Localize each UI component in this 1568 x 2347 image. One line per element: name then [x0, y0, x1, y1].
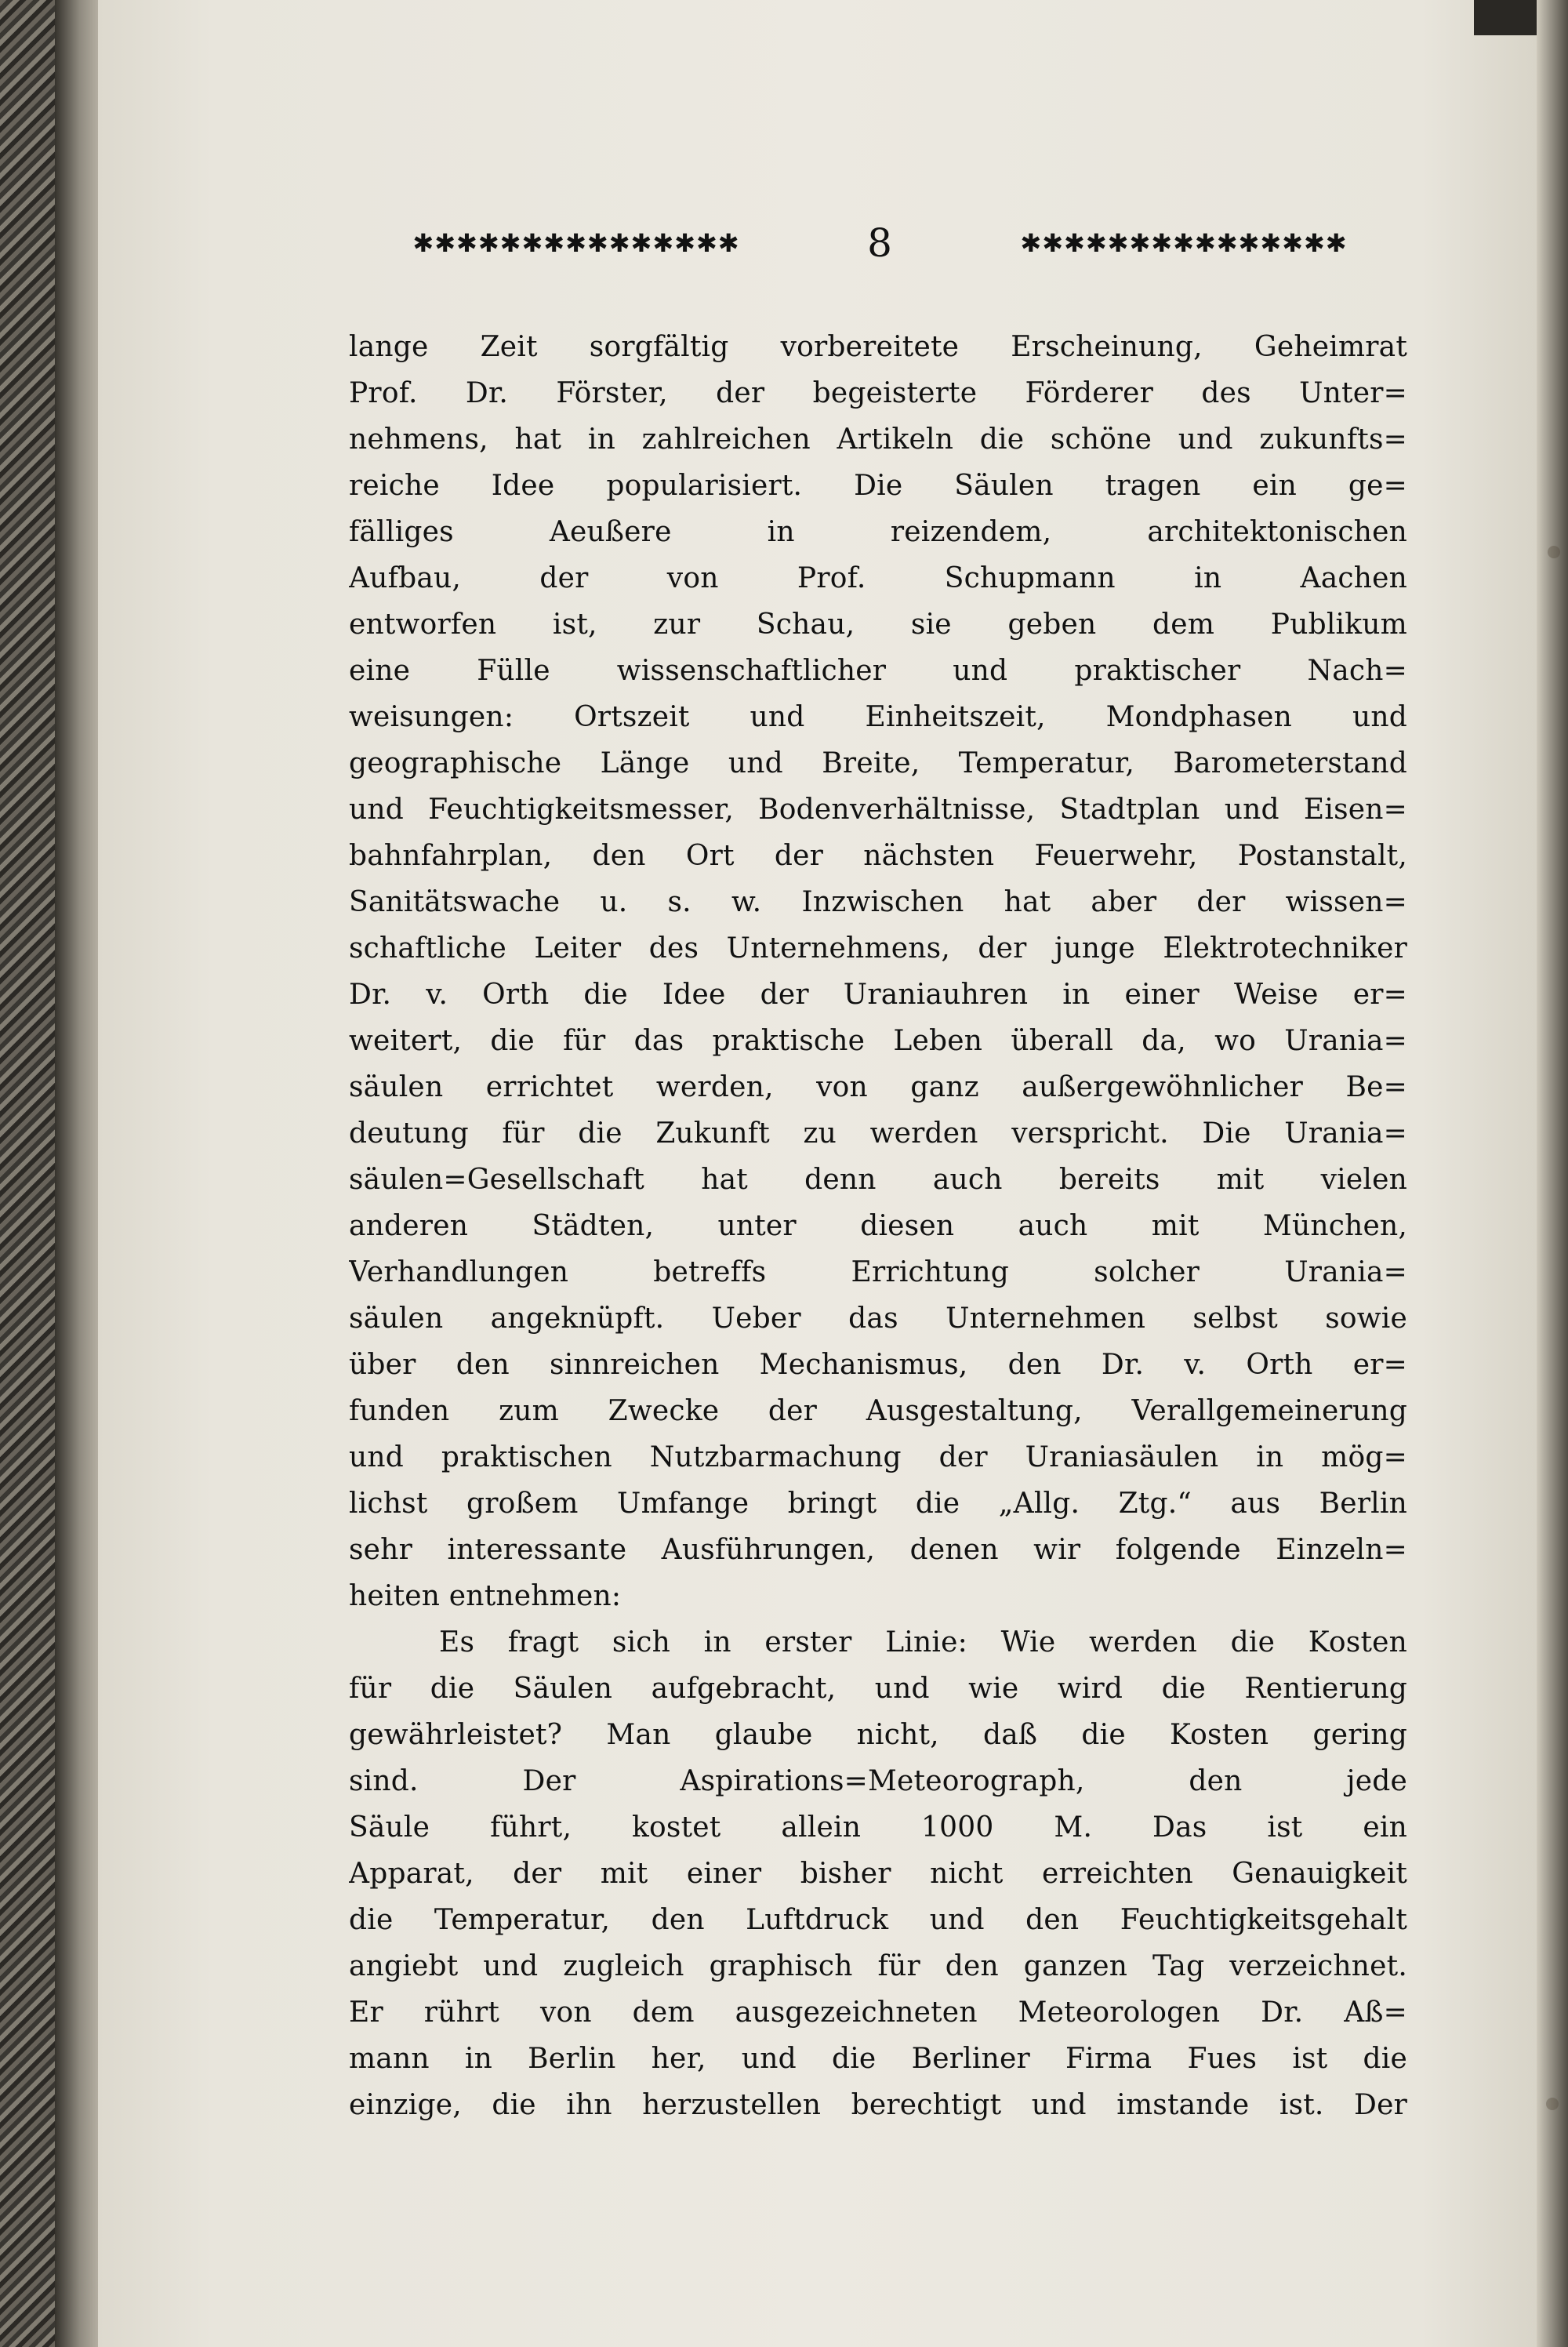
text-line: geographische Länge und Breite, Temperatur, Barometerstand [349, 747, 1407, 779]
text-line: Sanitätswache u. s. w. Inzwischen hat aber der wissen= [349, 886, 1407, 918]
text-line: über den sinnreichen Mechanismus, den Dr. v. Orth er= [349, 1349, 1407, 1381]
text-line: sind. Der Aspirations=Meteorograph, den jede [349, 1765, 1407, 1797]
text-line: Säule führt, kostet allein 1000 M. Das ist ein [349, 1811, 1407, 1844]
text-line: bahnfahrplan, den Ort der nächsten Feuerwehr, Postanstalt, [349, 840, 1407, 872]
header-ornament-right: ✱✱✱✱✱✱✱✱✱✱✱✱✱✱✱ [1020, 228, 1348, 258]
text-line: einzige, die ihn herzustellen berechtigt und imstande ist. Der [349, 2089, 1407, 2121]
text-line: fälliges Aeußere in reizendem, architektonischen [349, 516, 1407, 548]
header-ornament-left: ✱✱✱✱✱✱✱✱✱✱✱✱✱✱✱ [412, 228, 740, 258]
text-line: Apparat, der mit einer bisher nicht erreichten Genauigkeit [349, 1858, 1407, 1890]
text-line: lichst großem Umfange bringt die „Allg. Ztg.“ aus Berlin [349, 1488, 1407, 1520]
page-number: 8 [867, 220, 893, 266]
text-line: gewährleistet? Man glaube nicht, daß die Kosten gering [349, 1719, 1407, 1751]
text-line: säulen=Gesellschaft hat denn auch bereits mit vielen [349, 1164, 1407, 1196]
text-line: und Feuchtigkeitsmesser, Bodenverhältnisse, Stadtplan und Eisen= [349, 794, 1407, 826]
text-line: säulen errichtet werden, von ganz außergewöhnlicher Be= [349, 1071, 1407, 1103]
text-line: Prof. Dr. Förster, der begeisterte Förderer des Unter= [349, 377, 1407, 409]
text-line: sehr interessante Ausführungen, denen wir folgende Einzeln= [349, 1534, 1407, 1566]
page-body-text [349, 324, 1407, 2128]
text-line: eine Fülle wissenschaftlicher und praktischer Nach= [349, 655, 1407, 687]
text-line: lange Zeit sorgfältig vorbereitete Erscheinung, Geheimrat [349, 331, 1407, 363]
book-spine [0, 0, 55, 2347]
text-line: die Temperatur, den Luftdruck und den Feuchtigkeitsgehalt [349, 1904, 1407, 1936]
text-line: mann in Berlin her, und die Berliner Firma Fues ist die [349, 2043, 1407, 2075]
text-line: und praktischen Nutzbarmachung der Uraniasäulen in mög= [349, 1441, 1407, 1473]
text-line: angiebt und zugleich graphisch für den ganzen Tag verzeichnet. [349, 1950, 1407, 1982]
text-line: reiche Idee popularisiert. Die Säulen tragen ein ge= [349, 470, 1407, 502]
text-line: weitert, die für das praktische Leben überall da, wo Urania= [349, 1025, 1407, 1057]
text-line: nehmens, hat in zahlreichen Artikeln die schöne und zukunfts= [349, 423, 1407, 456]
text-line: schaftliche Leiter des Unternehmens, der junge Elektrotechniker [349, 932, 1407, 965]
text-line: funden zum Zwecke der Ausgestaltung, Verallgemeinerung [349, 1395, 1407, 1427]
text-line: Er rührt von dem ausgezeichneten Meteorologen Dr. Aß= [349, 1996, 1407, 2029]
paper-spot [1548, 546, 1560, 558]
text-line: säulen angeknüpft. Ueber das Unternehmen selbst sowie [349, 1302, 1407, 1335]
text-line: entworfen ist, zur Schau, sie geben dem Publikum [349, 609, 1407, 641]
page-header [353, 216, 1407, 271]
text-line: deutung für die Zukunft zu werden verspricht. Die Urania= [349, 1117, 1407, 1150]
paper-spot [1546, 2098, 1559, 2110]
page-edge-shadow [1537, 0, 1568, 2347]
text-line: Aufbau, der von Prof. Schupmann in Aachen [349, 562, 1407, 594]
text-line: Verhandlungen betreffs Errichtung solcher Urania= [349, 1256, 1407, 1288]
text-line: Es fragt sich in erster Linie: Wie werden die Kosten [439, 1626, 1407, 1659]
text-line: anderen Städten, unter diesen auch mit München, [349, 1210, 1407, 1242]
text-line: heiten entnehmen: [349, 1580, 622, 1612]
text-line: weisungen: Ortszeit und Einheitszeit, Mondphasen und [349, 701, 1407, 733]
text-line: für die Säulen aufgebracht, und wie wird die Rentierung [349, 1673, 1407, 1705]
text-line: Dr. v. Orth die Idee der Uraniauhren in einer Weise er= [349, 979, 1407, 1011]
